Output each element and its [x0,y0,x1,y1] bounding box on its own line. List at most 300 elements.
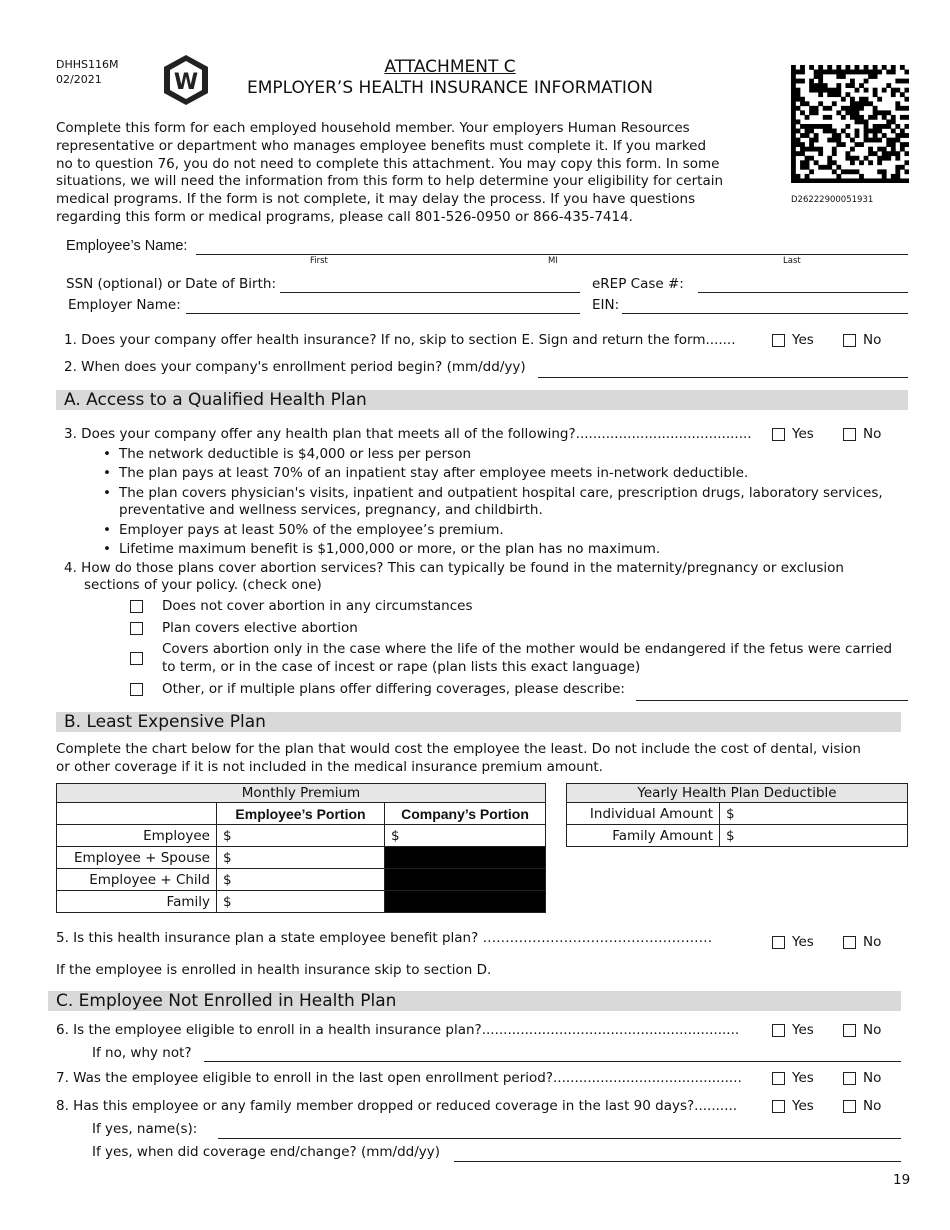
barcode-module [809,142,814,147]
q8-yes-checkbox[interactable] [772,1100,785,1113]
barcode-module [809,79,814,84]
barcode-module [823,165,828,170]
barcode-module [845,178,850,183]
barcode-module [850,70,855,75]
q6-yes-label: Yes [792,1022,814,1038]
barcode-module [800,147,805,152]
barcode-module [800,79,805,84]
barcode-module [886,142,891,147]
barcode-module [827,129,832,134]
barcode-module [845,92,850,97]
barcode-module [836,165,841,170]
barcode-module [791,160,796,165]
barcode-module [841,106,846,111]
barcode-module [900,165,905,170]
barcode-module [877,169,882,174]
barcode-module [818,165,823,170]
barcode-module [873,124,878,129]
q6-why-label: If no, why not? [92,1045,192,1061]
barcode-module [818,70,823,75]
barcode-module [891,129,896,134]
q7-no-checkbox[interactable] [843,1072,856,1085]
barcode-module [796,151,801,156]
barcode-module [845,65,850,70]
question-5: 5. Is this health insurance plan a state employee benefit plan? …………………………………………… [56,930,713,946]
barcode-module [818,65,823,70]
ssn-label: SSN (optional) or Date of Birth: [66,276,276,292]
barcode-module [796,92,801,97]
barcode-module [796,129,801,134]
barcode-module [836,65,841,70]
q5-no-label: No [863,934,882,950]
barcode-module [796,178,801,183]
barcode-module [845,106,850,111]
barcode-module [800,101,805,106]
barcode-module [791,79,796,84]
abortion-other-field[interactable] [636,700,908,701]
barcode-module [900,142,905,147]
barcode-module [904,151,909,156]
barcode-module [877,147,882,152]
row-label: Employee + Spouse [57,847,217,869]
barcode-module [891,92,896,97]
barcode-module [832,138,837,143]
q5-yes-checkbox[interactable] [772,936,785,949]
barcode-module [832,88,837,93]
barcode-module [882,115,887,120]
barcode-module [823,106,828,111]
barcode-module [796,79,801,84]
barcode-module [818,147,823,152]
question-1: 1. Does your company offer health insurance? If no, skip to section E. Sign and return the form....... [64,332,736,348]
child-premium-input[interactable]: $ [217,869,385,891]
barcode-module [900,178,905,183]
barcode-module [864,88,869,93]
barcode-module [818,101,823,106]
q3-bullet: • Lifetime maximum benefit is $1,000,000 or more, or the plan has no maximum. [119,541,660,557]
q3-bullet: • The plan covers physician's visits, inpatient and outpatient hospital care, prescription drugs, laboratory services, [119,485,883,501]
barcode-module [832,92,837,97]
barcode-module [868,178,873,183]
barcode-module [796,119,801,124]
blacked-out-cell [385,847,546,869]
barcode-module [823,88,828,93]
question-7: 7. Was the employee eligible to enroll in the last open enrollment period?............................................ [56,1070,742,1086]
section-b-header: B. Least Expensive Plan [56,712,901,732]
barcode-module [809,129,814,134]
barcode-module [859,174,864,179]
barcode-module [886,83,891,88]
premium-table-title: Monthly Premium [57,784,546,803]
barcode-module [823,129,828,134]
barcode-module [855,129,860,134]
barcode-module [904,142,909,147]
barcode-module [791,133,796,138]
barcode-module [814,178,819,183]
barcode-module [823,124,828,129]
barcode-module [800,178,805,183]
abortion-limited-label-cont: to term, or in the case of incest or rape (plan lists this exact language) [162,659,641,675]
barcode-module [809,178,814,183]
barcode-module [895,151,900,156]
abortion-other-label: Other, or if multiple plans offer differing coverages, please describe: [162,681,625,697]
form-title: EMPLOYER’S HEALTH INSURANCE INFORMATION [247,78,653,98]
barcode-module [873,92,878,97]
barcode-module [886,178,891,183]
erep-label: eREP Case #: [592,276,684,292]
q6-no-checkbox[interactable] [843,1024,856,1037]
barcode-module [895,169,900,174]
q3-no-checkbox[interactable] [843,428,856,441]
barcode-module [850,101,855,106]
abortion-limited-checkbox[interactable] [130,652,143,665]
barcode-module [814,83,819,88]
barcode-module [864,97,869,102]
q8-when-label: If yes, when did coverage end/change? (mm/dd/yy) [92,1144,441,1160]
q8-no-checkbox[interactable] [843,1100,856,1113]
barcode-module [845,83,850,88]
ein-field[interactable] [622,313,908,314]
barcode-module [891,70,896,75]
form-date: 02/2021 [56,73,102,86]
family-deductible-input[interactable]: $ [720,825,908,847]
barcode-module [868,151,873,156]
ssn-field[interactable] [280,292,580,293]
barcode-module [791,88,796,93]
q3-bullet-cont: preventative and wellness services, pregnancy, and childbirth. [119,502,543,518]
barcode-module [836,142,841,147]
barcode-module [823,83,828,88]
question-4-cont: sections of your policy. (check one) [84,577,322,593]
barcode-module [850,178,855,183]
q8-names-field[interactable] [218,1138,901,1139]
barcode-module [873,110,878,115]
barcode-module [895,79,900,84]
abortion-limited-label: Covers abortion only in the case where the life of the mother would be endangered if the fetus were carried [162,641,893,657]
barcode-module [791,83,796,88]
barcode-module [895,156,900,161]
q3-bullet: • The plan pays at least 70% of an inpatient stay after employee meets in-network deductible. [119,465,748,481]
barcode-module [836,178,841,183]
barcode-module [864,129,869,134]
form-code: DHHS116M [56,58,119,71]
row-label: Family Amount [567,825,720,847]
barcode-module [791,92,796,97]
barcode-module [805,156,810,161]
barcode-module [882,169,887,174]
q6-why-field[interactable] [204,1061,901,1062]
barcode-module [805,124,810,129]
barcode-module [814,110,819,115]
barcode-module [814,160,819,165]
barcode-module [891,138,896,143]
barcode-module [900,106,905,111]
barcode-module [791,156,796,161]
abortion-none-checkbox[interactable] [130,600,143,613]
barcode-module [805,160,810,165]
barcode-module [814,106,819,111]
company-premium-input[interactable]: $ [385,825,546,847]
barcode-module [827,115,832,120]
barcode-module [864,65,869,70]
barcode-module [791,151,796,156]
barcode-module [877,178,882,183]
barcode-module [859,142,864,147]
barcode-module [850,147,855,152]
barcode-module [796,142,801,147]
barcode-module [850,160,855,165]
barcode-module [891,88,896,93]
barcode-module [805,115,810,120]
barcode-module [841,178,846,183]
q6-no-label: No [863,1022,882,1038]
q1-yes-label: Yes [792,332,814,348]
barcode-module [891,119,896,124]
barcode-module [809,88,814,93]
employee-name-field[interactable] [196,254,908,255]
barcode-module [895,174,900,179]
barcode-module [855,156,860,161]
barcode-module [868,115,873,120]
barcode-module [873,106,878,111]
family-premium-input[interactable]: $ [217,891,385,913]
barcode-module [904,169,909,174]
barcode-module [864,101,869,106]
barcode-module [836,70,841,75]
barcode-module [850,156,855,161]
barcode-module [891,174,896,179]
barcode-module [832,178,837,183]
barcode-module [832,151,837,156]
barcode-module [891,115,896,120]
barcode-module [800,151,805,156]
barcode-module [791,97,796,102]
barcode-module [791,142,796,147]
barcode-module [800,110,805,115]
q7-yes-label: Yes [792,1070,814,1086]
barcode-module [886,138,891,143]
mi-label: MI [548,256,558,266]
barcode-module [855,65,860,70]
abortion-elective-checkbox[interactable] [130,622,143,635]
barcode-module [868,147,873,152]
barcode-module [855,142,860,147]
barcode-module [805,174,810,179]
barcode-module [791,147,796,152]
abortion-elective-label: Plan covers elective abortion [162,620,358,636]
barcode-module [841,129,846,134]
barcode-module [818,88,823,93]
barcode-module [800,70,805,75]
barcode-module [814,74,819,79]
barcode-module [900,65,905,70]
2d-barcode [791,65,909,183]
barcode-module [796,138,801,143]
barcode-module [891,178,896,183]
barcode-module [818,124,823,129]
q8-names-label: If yes, name(s): [92,1121,198,1137]
barcode-module [895,106,900,111]
barcode-module [809,124,814,129]
barcode-module [809,169,814,174]
page-number: 19 [893,1172,911,1188]
q1-no-checkbox[interactable] [843,334,856,347]
barcode-module [836,174,841,179]
barcode-module [873,115,878,120]
barcode-module [823,115,828,120]
question-8: 8. Has this employee or any family member dropped or reduced coverage in the last 90 days?.......... [56,1098,738,1114]
barcode-module [882,156,887,161]
section-a-header: A. Access to a Qualified Health Plan [56,390,908,410]
barcode-module [845,156,850,161]
barcode-module [827,65,832,70]
abortion-none-label: Does not cover abortion in any circumstances [162,598,473,614]
barcode-module [845,124,850,129]
barcode-module [791,110,796,115]
barcode-module [859,83,864,88]
barcode-module [868,70,873,75]
barcode-module [818,74,823,79]
q5-no-checkbox[interactable] [843,936,856,949]
barcode-module [900,129,905,134]
barcode-module [877,70,882,75]
spouse-premium-input[interactable]: $ [217,847,385,869]
barcode-module [886,151,891,156]
barcode-module [850,79,855,84]
svg-text:W: W [173,70,199,95]
barcode-module [864,178,869,183]
barcode-module [805,147,810,152]
barcode-module [832,133,837,138]
barcode-module [805,129,810,134]
barcode-module [891,151,896,156]
row-label: Employee [57,825,217,847]
enrollment-date-field[interactable] [538,377,908,378]
barcode-module [873,88,878,93]
barcode-module [859,119,864,124]
barcode-module [868,138,873,143]
barcode-module [809,110,814,115]
q8-yes-label: Yes [792,1098,814,1114]
barcode-module [855,115,860,120]
barcode-module [836,83,841,88]
barcode-module [886,110,891,115]
barcode-module [855,70,860,75]
barcode-module [827,156,832,161]
barcode-module [859,70,864,75]
barcode-module [855,101,860,106]
q3-yes-label: Yes [792,426,814,442]
barcode-module [814,138,819,143]
employee-premium-input[interactable]: $ [217,825,385,847]
barcode-module [882,133,887,138]
barcode-module [832,101,837,106]
barcode-module [841,74,846,79]
barcode-module [818,92,823,97]
barcode-module [832,147,837,152]
q3-bullet: • The network deductible is $4,000 or less per person [119,446,471,462]
barcode-module [855,169,860,174]
barcode-module [800,142,805,147]
barcode-module [864,156,869,161]
barcode-module [809,138,814,143]
barcode-module [805,178,810,183]
barcode-module [882,88,887,93]
barcode-module [882,65,887,70]
barcode-module [809,65,814,70]
barcode-module [809,83,814,88]
barcode-module [791,70,796,75]
skip-to-d-note: If the employee is enrolled in health insurance skip to section D. [56,962,492,978]
barcode-module [800,65,805,70]
question-3: 3. Does your company offer any health plan that meets all of the following?......................................... [64,426,752,442]
barcode-module [845,70,850,75]
individual-deductible-input[interactable]: $ [720,803,908,825]
barcode-module [904,97,909,102]
question-2: 2. When does your company's enrollment period begin? (mm/dd/yy) [64,359,526,375]
barcode-module [845,133,850,138]
q8-when-field[interactable] [454,1161,901,1162]
attachment-title: ATTACHMENT C [384,57,516,77]
erep-field[interactable] [698,292,908,293]
barcode-module [873,74,878,79]
barcode-module [827,92,832,97]
barcode-module [827,106,832,111]
barcode-module [868,160,873,165]
last-label: Last [783,256,801,266]
barcode-module [859,178,864,183]
barcode-module [850,115,855,120]
q6-yes-checkbox[interactable] [772,1024,785,1037]
barcode-module [864,133,869,138]
barcode-module [827,88,832,93]
barcode-module [855,106,860,111]
barcode-module [873,129,878,134]
barcode-module [873,151,878,156]
barcode-module [864,124,869,129]
barcode-module [805,101,810,106]
barcode-module [809,106,814,111]
barcode-module [841,70,846,75]
employer-name-field[interactable] [186,313,580,314]
barcode-module [895,88,900,93]
q3-yes-checkbox[interactable] [772,428,785,441]
barcode-module [791,178,796,183]
q7-yes-checkbox[interactable] [772,1072,785,1085]
barcode-module [855,119,860,124]
barcode-module [855,178,860,183]
abortion-other-checkbox[interactable] [130,683,143,696]
barcode-module [827,160,832,165]
barcode-module [823,70,828,75]
barcode-module [859,160,864,165]
barcode-module [850,169,855,174]
barcode-module [841,115,846,120]
barcode-module [891,142,896,147]
barcode-module [836,88,841,93]
barcode-module [877,160,882,165]
barcode-module [791,138,796,143]
barcode-module [818,151,823,156]
q1-yes-checkbox[interactable] [772,334,785,347]
barcode-module [882,174,887,179]
barcode-module [827,124,832,129]
barcode-module [895,124,900,129]
barcode-module [864,138,869,143]
barcode-module [900,115,905,120]
barcode-module [882,110,887,115]
barcode-module [827,138,832,143]
